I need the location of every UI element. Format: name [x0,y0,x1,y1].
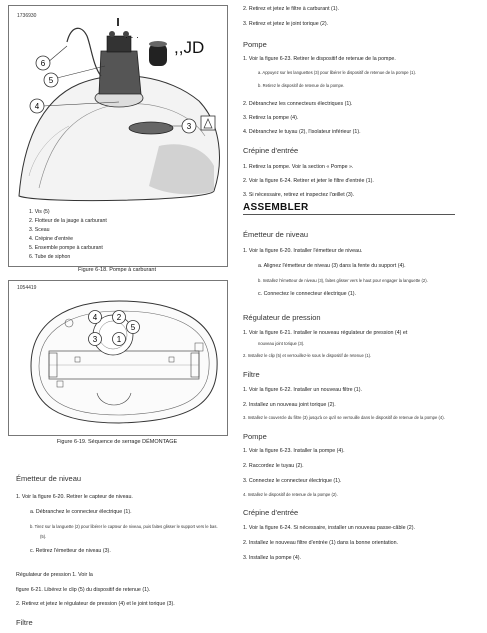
section-title: ASSEMBLER [243,202,309,213]
step: 1. Voir la figure 6-22. Installer un nouveau filtre (1). [243,387,362,393]
step: 2. Installez un nouveau joint torique (2). [243,402,336,408]
section-heading: Émetteur de niveau [16,474,82,483]
step: 3. Retirez et jetez le joint torique (2). [243,21,329,27]
section-heading: Pompe [243,432,267,441]
step: 1. Retirez la pompe. Voir la section « Pompe ». [243,164,354,170]
section-heading: Émetteur de niveau [243,230,309,239]
callout-4 [30,99,44,113]
figure-torque-sequence [8,280,228,436]
step: 2. Retirez et jetez le filtre à carburant (1). [243,6,339,12]
step: 2. Débranchez les connecteurs électriques (1). [243,101,353,107]
substep: b. Installez l'émetteur de niveau (3), faites glisser vers le haut pour engager la languette (2). [258,278,428,283]
step: 2. Raccordez le tuyau (2). [243,463,304,469]
section-heading: Filtre [243,370,260,379]
legend-item: 5. Ensemble pompe à carburant [29,245,103,251]
callout-1 [113,333,126,346]
section-heading: Régulateur de pression [243,313,321,322]
step: 3. Installez la pompe (4). [243,555,301,561]
step: 2. Retirez et jetez le régulateur de pression (4) et le joint torique (3). [16,601,175,607]
substep: b. Tirez sur la languette (2) pour libérer le capteur de niveau, puis faites glisser le support vers le bas. [30,524,218,529]
figure-caption: Figure 6-18. Pompe à carburant [78,267,156,273]
svg-text:2: 2 [116,313,122,322]
paragraph: figure 6-21. Libérez le clip (5) du dispositif de retenue (1). [16,587,151,593]
legend-item: 1. Vis (5) [29,209,50,215]
section-rule [243,214,455,215]
step: 1. Voir la figure 6-21. Installer le nouveau régulateur de pression (4) et [243,330,408,336]
section-heading: Pompe [243,40,267,49]
paragraph: Régulateur de pression 1. Voir la [16,572,93,578]
legend-item: 6. Tube de siphon [29,254,71,260]
fuel-pump-illustration [9,6,227,206]
step: 3. Retirez la pompe (4). [243,115,299,121]
svg-text:3: 3 [186,122,192,131]
substep: c. Retirez l'émetteur de niveau (3). [30,548,111,554]
callout-3 [182,119,196,133]
figure-id: 1736930 [17,13,37,19]
step: 1. Voir la figure 6-24. Si nécessaire, installer un nouveau passe-câble (2). [243,525,415,531]
step: 4. Installez le dispositif de retenue de la pompe (2). [243,492,338,497]
step: 3. Si nécessaire, retirez et inspectez l'œillet (3). [243,192,355,198]
section-heading: Crépine d'entrée [243,508,299,517]
callout-5 [44,73,58,87]
svg-text:1: 1 [116,335,122,344]
torque-sequence-illustration [9,281,227,435]
svg-text:5: 5 [48,76,54,85]
section-heading: Filtre [16,618,33,627]
substep: a. Débranchez le connecteur électrique (1). [30,509,132,515]
figure-id: 1054419 [17,285,37,291]
figure-legend [29,208,107,262]
callout-4 [89,311,102,324]
substep: a. Appuyez sur les languettes (3) pour libérer le dispositif de retenue de la pompe (1). [258,70,417,75]
substep-continued: (5). [40,534,47,539]
step-continued: nouveau joint torique (3). [258,341,305,346]
step: 1. Voir la figure 6-23. Installer la pompe (4). [243,448,345,454]
brand-mark: ,,JD [174,38,205,57]
figure-fuel-pump [8,5,228,267]
callout-2 [113,311,126,324]
step: 2. Installez le nouveau filtre d'entrée (1) dans la bonne orientation. [243,540,399,546]
svg-text:4: 4 [92,313,98,322]
legend-item: 3. Sceau [29,227,50,233]
callout-6 [36,56,50,70]
step: 1. Voir la figure 6-23. Retirer le dispositif de retenue de la pompe. [243,56,396,62]
legend-item: 2. Flotteur de la jauge à carburant [29,218,107,224]
callout-3 [89,333,102,346]
step: 1. Voir la figure 6-20. Retirer le capteur de niveau. [16,494,133,500]
step: 1. Voir la figure 6-20. Installer l'émetteur de niveau. [243,248,363,254]
substep: b. Retirez le dispositif de retenue de la pompe. [258,83,345,88]
step: 2. Installez le clip (5) et verrouillez-le sous le dispositif de retenue (1). [243,353,372,358]
section-heading: Crépine d'entrée [243,146,299,155]
figure-caption: Figure 6-19. Séquence de serrage DÉMONTAGE [56,439,178,445]
svg-text:4: 4 [34,102,40,111]
svg-text:3: 3 [92,335,98,344]
step: 2. Voir la figure 6-24. Retirer et jeter le filtre d'entrée (1). [243,178,374,184]
svg-text:5: 5 [130,323,136,332]
step: 3. Installez le couvercle du filtre (3) jusqu'à ce qu'il se verrouille dans le dispositif de retenue de la pompe (4). [243,415,445,420]
step: 4. Débranchez le tuyau (2), l'isolateur inférieur (1). [243,129,361,135]
callout-5 [127,321,140,334]
substep: a. Alignez l'émetteur de niveau (3) dans la fente du support (4). [258,263,406,269]
legend-item: 4. Crépine d'entrée [29,236,73,242]
step: 3. Connectez le connecteur électrique (1). [243,478,342,484]
substep: c. Connectez le connecteur électrique (1). [258,291,357,297]
svg-text:6: 6 [40,59,46,68]
dots: · · · [125,32,139,42]
